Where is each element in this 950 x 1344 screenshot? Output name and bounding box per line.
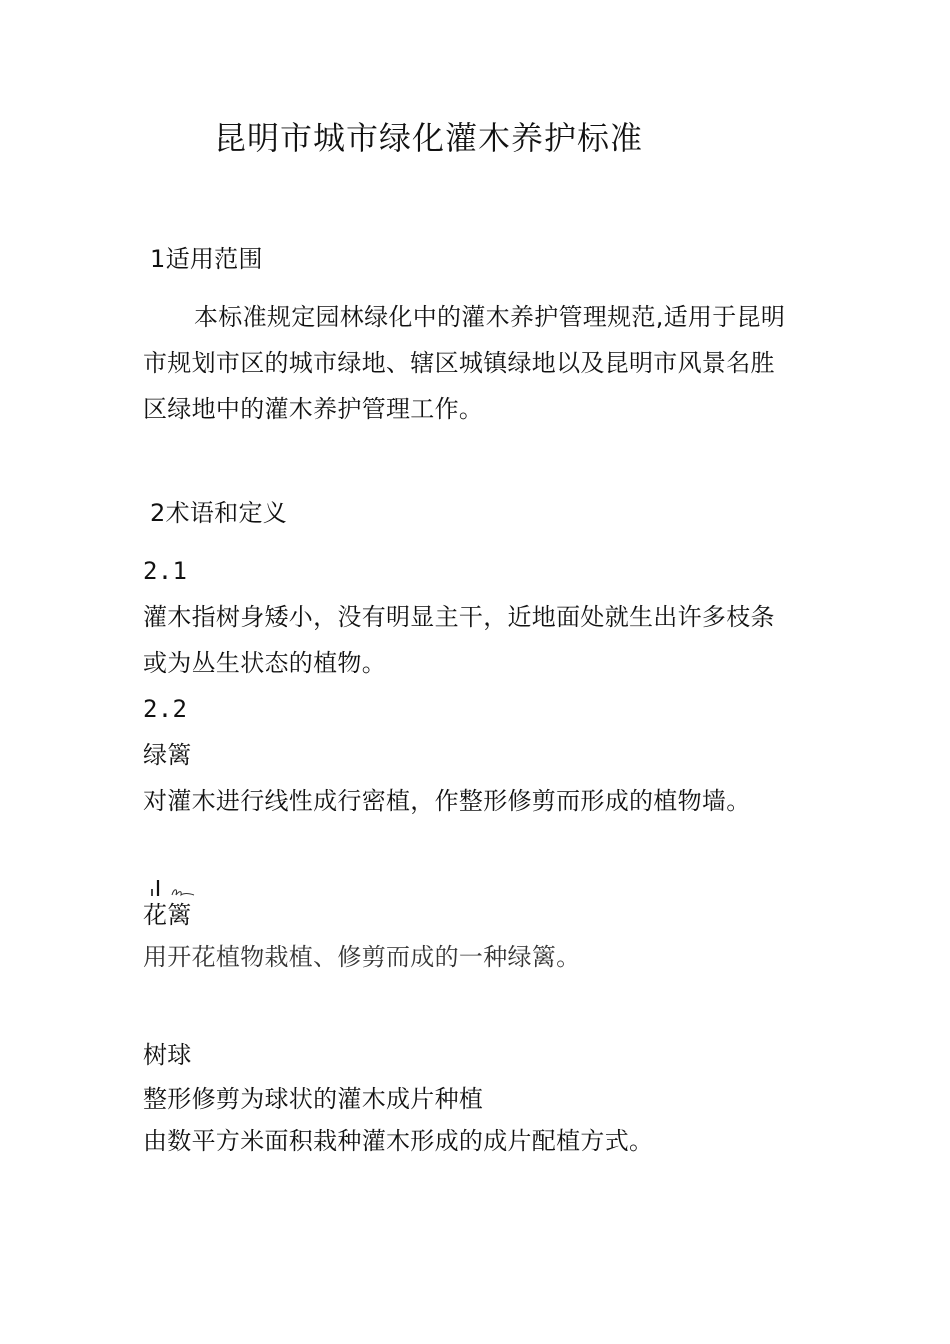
document-title: 昆明市城市绿化灌木养护标准 [214, 119, 644, 157]
term-2-3-name: 花篱 [143, 901, 192, 929]
term-2-3-definition: 用开花植物栽植、修剪而成的一种绿篱。 [143, 943, 581, 971]
term-2-4-name: 树球 [143, 1041, 192, 1069]
scan-artifact-mark [148, 876, 198, 898]
term-2-2-name: 绿篱 [143, 741, 192, 769]
section-1-heading: 1适用范围 [150, 245, 263, 273]
term-2-1-definition-line-2: 或为丛生状态的植物。 [143, 649, 386, 677]
term-2-1-number: 2.1 [143, 557, 188, 585]
section-1-paragraph-line-2: 市规划市区的城市绿地、辖区城镇绿地以及昆明市风景名胜 [143, 349, 775, 377]
section-2-heading: 2术语和定义 [150, 499, 288, 527]
term-2-4-definition-2: 由数平方米面积栽种灌木形成的成片配植方式。 [143, 1127, 654, 1155]
term-2-4-definition: 整形修剪为球状的灌木成片种植 [143, 1085, 484, 1113]
term-2-2-number: 2.2 [143, 695, 188, 723]
section-1-paragraph-line-1: 本标准规定园林绿化中的灌木养护管理规范,适用于昆明 [194, 303, 786, 331]
term-2-1-definition-line-1: 灌木指树身矮小，没有明显主干，近地面处就生出许多枝条 [143, 603, 775, 631]
section-1-paragraph-line-3: 区绿地中的灌木养护管理工作。 [143, 395, 484, 423]
term-2-2-definition: 对灌木进行线性成行密植，作整形修剪而形成的植物墙。 [143, 787, 751, 815]
